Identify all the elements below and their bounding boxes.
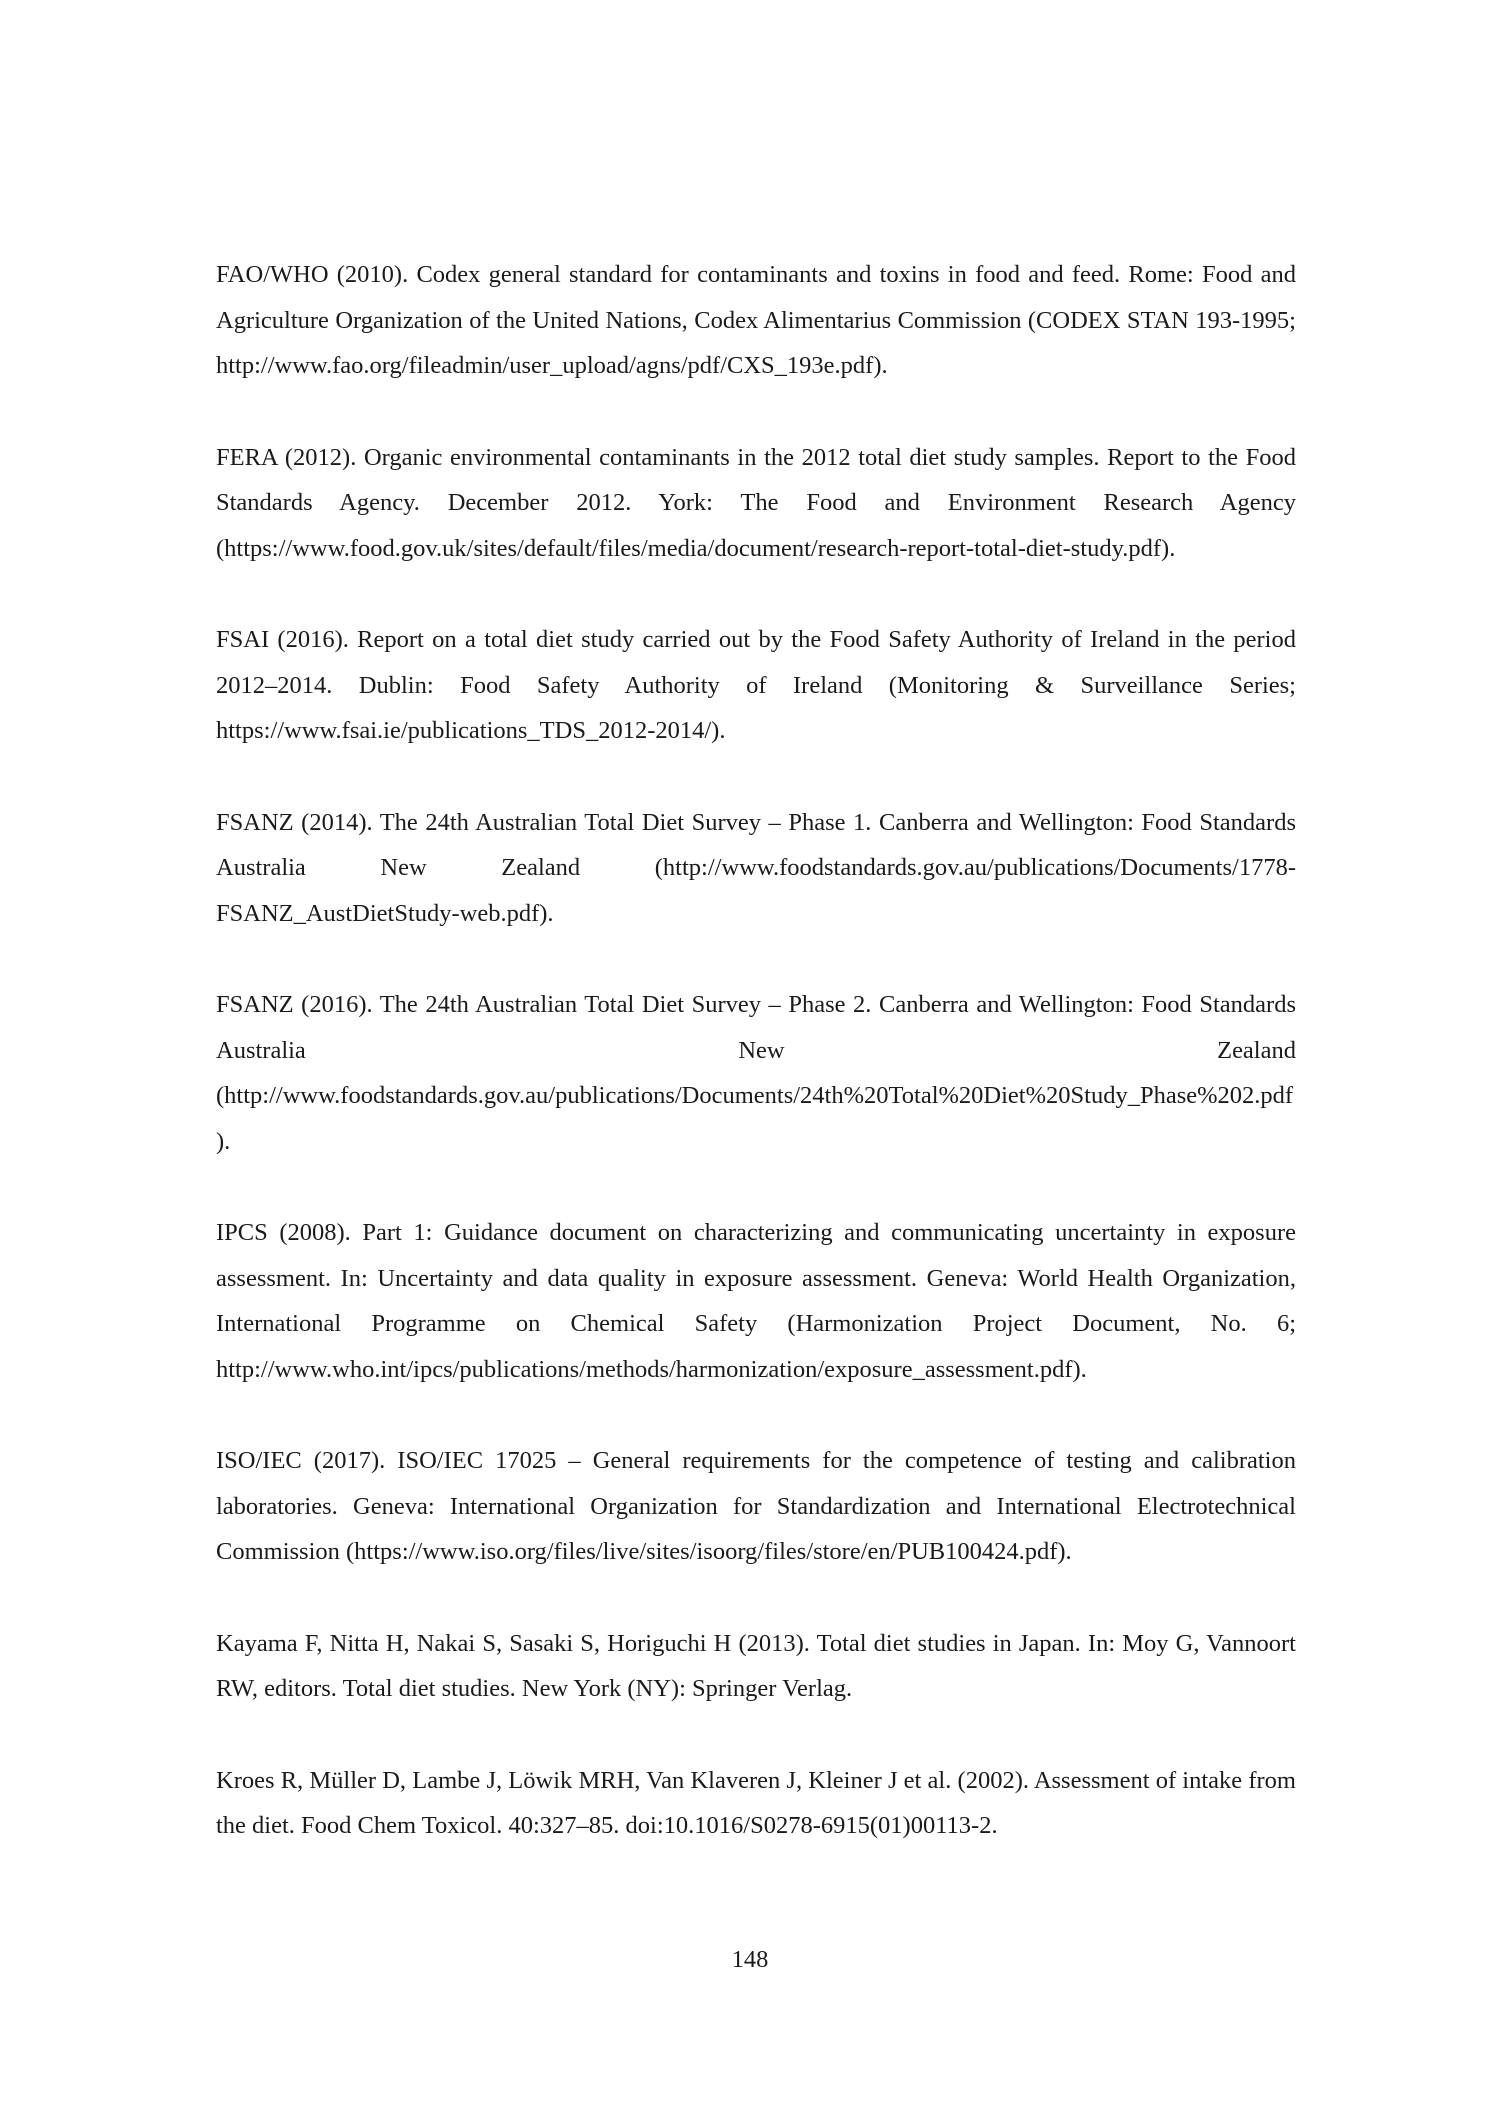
reference-fao-who-2010: FAO/WHO (2010). Codex general standard for contaminants and toxins in food and feed. Rome: Food and Agriculture Organization of the United Nations, Codex Alimentarius Commission (CODEX STAN 193-1995; http://www.fao.org/fileadmin/user_upload/agns/pdf/CXS_193e.pdf). — [216, 261, 1296, 379]
reference-iso-iec-2017: ISO/IEC (2017). ISO/IEC 17025 – General requirements for the competence of testing and calibration laboratories. Geneva: International Organization for Standardization and International Electrotechnical Commission (https://www.iso.org/files/live/sites/isoorg/files/store/en/PUB100424.pdf). — [216, 1447, 1296, 1565]
reference-ipcs-2008: IPCS (2008). Part 1: Guidance document on characterizing and communicating uncertainty in exposure assessment. In: Uncertainty and data quality in exposure assessment. Geneva: World Health Organization, International Programme on Chemical Safety (Harmonization Project Document, No. 6; http://www.who.int/ipcs/publications/methods/harmonization/exposure_assessment.pdf). — [216, 1219, 1296, 1383]
reference-fsanz-2016: FSANZ (2016). The 24th Australian Total Diet Survey – Phase 2. Canberra and Wellington: Food Standards Australia New Zealand (http://www.foodstandards.gov.au/publications/Documents/24th%20Total%20Diet%20Study_Phase%202.pdf). — [216, 991, 1296, 1155]
reference-fsai-2016: FSAI (2016). Report on a total diet study carried out by the Food Safety Authority of Ireland in the period 2012–2014. Dublin: Food Safety Authority of Ireland (Monitoring & Surveillance Series; https://www.fsai.ie/publications_TDS_2012-2014/). — [216, 626, 1296, 744]
reference-kroes-2002: Kroes R, Müller D, Lambe J, Löwik MRH, Van Klaveren J, Kleiner J et al. (2002). Assessment of intake from the diet. Food Chem Toxicol. 40:327–85. doi:10.1016/S0278-6915(01)00113-2. — [216, 1766, 1296, 1839]
reference-fera-2012: FERA (2012). Organic environmental contaminants in the 2012 total diet study samples. Report to the Food Standards Agency. December 2012. York: The Food and Environment Research Agency (https://www.food.gov.uk/sites/default/files/media/document/research-report-total-diet-study.pdf). — [216, 443, 1296, 562]
reference-fsanz-2014: FSANZ (2014). The 24th Australian Total Diet Survey – Phase 1. Canberra and Wellington: Food Standards Australia New Zealand (http://www.foodstandards.gov.au/publications/Documents/1778-FSANZ_AustDietStudy-web.pdf). — [216, 808, 1296, 927]
page-number: 148 — [731, 1946, 769, 1973]
reference-kayama-2013: Kayama F, Nitta H, Nakai S, Sasaki S, Horiguchi H (2013). Total diet studies in Japan. In: Moy G, Vannoort RW, editors. Total diet studies. New York (NY): Springer Verlag. — [216, 1629, 1296, 1702]
reference-list — [216, 252, 1296, 1895]
